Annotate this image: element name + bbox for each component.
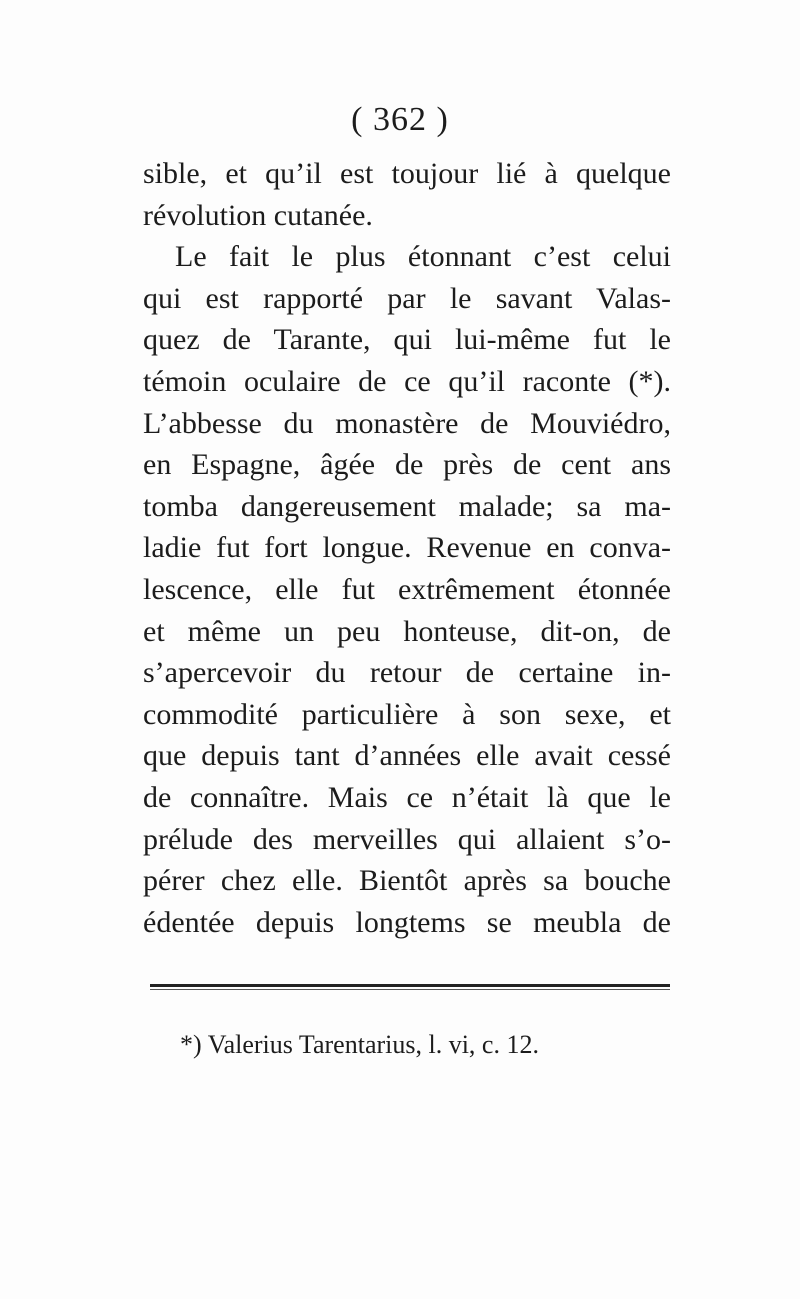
text-line: édentée depuis longtems se meubla de <box>143 905 671 939</box>
text-line: prélude des merveilles qui allaient s’o- <box>143 822 671 856</box>
text-line: s’apercevoir du retour de certaine in- <box>143 656 671 690</box>
text-line: en Espagne, âgée de près de cent ans <box>143 448 671 482</box>
text-line: quez de Tarante, qui lui-même fut le <box>143 323 671 357</box>
text-line: que depuis tant d’années elle avait cessé <box>143 739 671 773</box>
text-line: lescence, elle fut extrêmement étonnée <box>143 572 671 606</box>
text-line: témoin oculaire de ce qu’il raconte (*). <box>143 364 671 398</box>
page-number: ( 362 ) <box>351 101 449 138</box>
text-line: commodité particulière à son sexe, et <box>143 697 671 731</box>
body-text <box>143 153 671 943</box>
footnote: *) Valerius Tarentarius, l. vi, c. 12. <box>180 1030 539 1059</box>
text-line: tomba dangereusement malade; sa ma- <box>143 489 671 523</box>
text-line: ladie fut fort longue. Revenue en conva- <box>143 531 671 565</box>
text-line: et même un peu honteuse, dit-on, de <box>143 614 671 648</box>
text-line: L’abbesse du monastère de Mouviédro, <box>143 406 671 440</box>
text-line: révolution cutanée. <box>143 198 373 232</box>
text-line: sible, et qu’il est toujour lié à quelque <box>143 157 671 190</box>
text-line: de connaître. Mais ce n’était là que le <box>143 780 671 814</box>
text-line: pérer chez elle. Bientôt après sa bouche <box>143 864 671 898</box>
text-line: qui est rapporté par le savant Valas- <box>143 281 671 315</box>
footnote-divider <box>150 984 670 987</box>
text-line: Le fait le plus étonnant c’est celui <box>175 240 671 274</box>
